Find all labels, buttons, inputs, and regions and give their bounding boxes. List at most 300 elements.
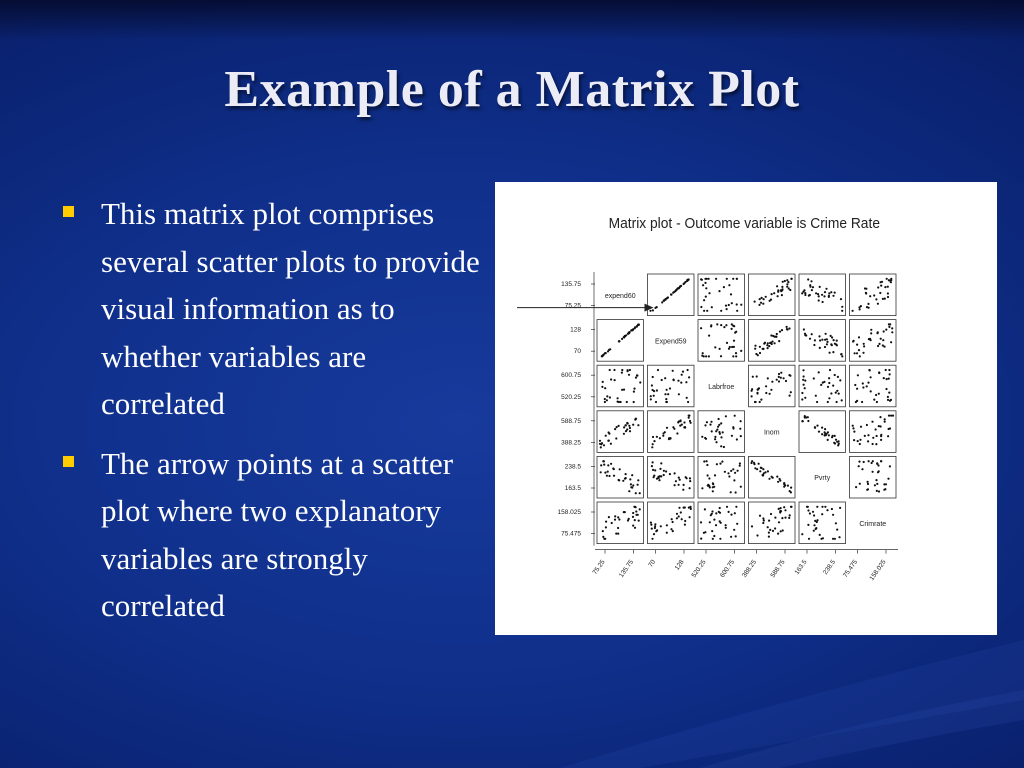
scatter-point [884,286,886,288]
scatter-point [858,306,860,308]
scatter-point [689,487,691,489]
scatter-point [807,278,809,280]
scatter-point [604,398,606,400]
scatter-point [781,286,783,288]
scatter-point [871,462,873,464]
scatter-point [855,486,857,488]
scatter-point [615,437,617,439]
scatter-point [719,538,721,540]
scatter-point [875,428,877,430]
scatter-point [607,471,609,473]
scatter-point [890,341,892,343]
scatter-point [836,390,838,392]
scatter-point [886,278,888,280]
scatter-point [618,425,620,427]
scatter-point [677,380,679,382]
scatter-point [731,435,733,437]
scatter-point [735,535,737,537]
scatter-point [836,344,838,346]
scatter-point [633,401,635,403]
scatter-point [719,433,721,435]
scatter-point [816,519,818,521]
y-tick-label: 388.25 [561,439,581,447]
scatter-point [789,514,791,516]
scatter-point [651,465,653,467]
scatter-point [708,278,710,280]
scatter-point [612,467,614,469]
scatter-point [675,289,677,291]
scatter-point [605,521,607,523]
scatter-point [768,520,770,522]
scatter-point [750,462,752,464]
scatter-point [823,295,825,297]
scatter-point [834,374,836,376]
scatter-point [613,369,615,371]
scatter-point [635,418,637,420]
scatter-point [801,533,803,535]
scatter-point [652,469,654,471]
scatter-point [867,440,869,442]
scatter-point [734,332,736,334]
scatter-point [781,294,783,296]
scatter-point [781,329,783,331]
scatter-point [880,439,882,441]
scatter-point [825,288,827,290]
scatter-point [834,435,836,437]
scatter-point [735,506,737,508]
scatter-point [756,375,758,377]
scatter-point [780,377,782,379]
scatter-point [718,290,720,292]
scatter-point [824,506,826,508]
scatter-point [730,470,732,472]
scatter-point [705,296,707,298]
scatter-point [600,471,602,473]
scatter-point [719,348,721,350]
scatter-point [672,370,674,372]
scatter-point [710,324,712,326]
scatter-point [882,298,884,300]
scatter-point [835,522,837,524]
x-tick-label: 600.75 [718,558,737,580]
scatter-point [730,491,732,493]
scatter-point [666,532,668,534]
scatter-point [624,424,626,426]
scatter-point [700,538,702,540]
scatter-point [617,397,619,399]
scatter-point [625,477,627,479]
scatter-cell [597,365,644,407]
scatter-point [725,415,727,417]
scatter-point [633,391,635,393]
scatter-point [603,464,605,466]
scatter-point [819,286,821,288]
scatter-point [778,373,780,375]
scatter-point [828,434,830,436]
scatter-point [605,352,607,354]
scatter-point [635,492,637,494]
scatter-point [602,354,604,356]
scatter-point [626,422,628,424]
scatter-point [728,284,730,286]
scatter-point [788,517,790,519]
scatter-point [867,488,869,490]
scatter-point [852,427,854,429]
scatter-point [709,486,711,488]
scatter-point [720,355,722,357]
scatter-point [814,520,816,522]
diagonal-variable-label: Crimrate [859,520,887,528]
scatter-point [777,481,779,483]
scatter-point [781,517,783,519]
scatter-point [635,377,637,379]
scatter-point [654,523,656,525]
scatter-point [688,507,690,509]
scatter-point [819,347,821,349]
scatter-point [887,296,889,298]
scatter-point [704,508,706,510]
scatter-point [859,483,861,485]
bullet-item [60,190,492,428]
scatter-point [709,521,711,523]
scatter-point [623,389,625,391]
scatter-point [880,338,882,340]
scatter-point [674,472,676,474]
scatter-point [688,417,690,419]
diagonal-variable-label: Pvrty [814,475,831,483]
scatter-cell [850,456,897,498]
scatter-point [654,469,656,471]
scatter-point [621,389,623,391]
scatter-point [714,474,716,476]
scatter-point [633,388,635,390]
scatter-point [634,527,636,529]
scatter-point [819,339,821,341]
scatter-point [706,464,708,466]
y-tick-label: 520.25 [561,393,581,401]
scatter-point [862,382,864,384]
scatter-point [638,324,640,326]
scatter-point [891,327,893,329]
scatter-point [789,289,791,291]
scatter-point [639,508,641,510]
scatter-point [733,479,735,481]
scatter-point [820,384,822,386]
scatter-point [863,343,865,345]
scatter-point [838,536,840,538]
scatter-point [634,519,636,521]
scatter-point [667,393,669,395]
scatter-point [603,538,605,540]
scatter-point [635,506,637,508]
scatter-point [637,424,639,426]
scatter-point [731,302,733,304]
scatter-point [707,484,709,486]
scatter-point [629,427,631,429]
scatter-point [829,369,831,371]
scatter-point [841,355,843,357]
scatter-point [732,426,734,428]
scatter-point [836,340,838,342]
scatter-point [704,278,706,280]
scatter-point [855,401,857,403]
scatter-point [618,401,620,403]
scatter-point [628,332,630,334]
scatter-point [687,369,689,371]
scatter-point [608,433,610,435]
scatter-point [880,285,882,287]
scatter-point [856,352,858,354]
scatter-point [716,323,718,325]
scatter-point [883,377,885,379]
scatter-point [804,387,806,389]
scatter-point [721,461,723,463]
scatter-point [877,286,879,288]
scatter-point [685,476,687,478]
scatter-point [809,512,811,514]
slide-title: Example of a Matrix Plot [224,61,800,118]
scatter-point [861,468,863,470]
scatter-point [806,506,808,508]
scatter-point [865,292,867,294]
scatter-point [801,392,803,394]
scatter-point [872,443,874,445]
scatter-point [759,470,761,472]
scatter-point [728,475,730,477]
scatter-point [708,292,710,294]
x-tick-label: 128 [673,558,686,572]
scatter-cell [850,320,897,362]
scatter-point [650,522,652,524]
scatter-point [618,340,620,342]
scatter-point [803,384,805,386]
scatter-point [703,310,705,312]
scatter-point [782,529,784,531]
scatter-point [609,369,611,371]
scatter-point [827,439,829,441]
scatter-point [628,490,630,492]
scatter-point [630,483,632,485]
scatter-point [710,421,712,423]
scatter-point [733,346,735,348]
scatter-point [666,389,668,391]
scatter-point [599,440,601,442]
scatter-point [783,482,785,484]
scatter-point [762,474,764,476]
scatter-point [727,472,729,474]
scatter-point [882,344,884,346]
scatter-point [883,483,885,485]
scatter-point [678,507,680,509]
scatter-point [715,441,717,443]
scatter-point [790,391,792,393]
scatter-point [811,289,813,291]
scatter-point [614,379,616,381]
scatter-point [712,486,714,488]
scatter-point [624,511,626,513]
scatter-point [789,490,791,492]
scatter-point [703,532,705,534]
scatter-point [813,514,815,516]
scatter-point [629,369,631,371]
scatter-cell [799,365,846,407]
scatter-point [861,401,863,403]
scatter-point [803,289,805,291]
scatter-point [763,298,765,300]
scatter-point [808,295,810,297]
scatter-point [608,475,610,477]
scatter-point [859,439,861,441]
scatter-point [867,481,869,483]
scatter-point [879,292,881,294]
scatter-point [754,348,756,350]
scatter-point [780,372,782,374]
scatter-point [601,442,603,444]
scatter-point [600,446,602,448]
scatter-point [732,468,734,470]
scatter-point [662,432,664,434]
scatter-point [862,386,864,388]
scatter-point [867,434,869,436]
scatter-point [817,293,819,295]
scatter-point [709,424,711,426]
scatter-point [688,376,690,378]
scatter-point [623,426,625,428]
scatter-point [754,467,756,469]
scatter-point [815,292,817,294]
scatter-point [682,371,684,373]
scatter-point [767,526,769,528]
scatter-point [621,338,623,340]
scatter-point [762,348,764,350]
scatter-point [628,374,630,376]
scatter-point [626,428,628,430]
scatter-point [684,524,686,526]
scatter-point [784,517,786,519]
scatter-point [712,482,714,484]
scatter-point [675,480,677,482]
scatter-point [836,401,838,403]
scatter-point [609,396,611,398]
scatter-point [866,385,868,387]
scatter-point [828,382,830,384]
scatter-point [853,431,855,433]
scatter-point [772,477,774,479]
scatter-point [801,398,803,400]
scatter-point [778,521,780,523]
scatter-point [701,355,703,357]
scatter-point [683,484,685,486]
scatter-point [723,446,725,448]
scatter-point [664,377,666,379]
scatter-point [610,463,612,465]
scatter-point [684,427,686,429]
scatter-point [826,341,828,343]
scatter-point [832,385,834,387]
scatter-point [821,294,823,296]
scatter-point [824,291,826,293]
scatter-point [884,421,886,423]
scatter-point [875,298,877,300]
scatter-point [814,427,816,429]
scatter-point [725,305,727,307]
scatter-point [770,389,772,391]
scatter-point [606,395,608,397]
scatter-point [713,519,715,521]
scatter-point [813,344,815,346]
scatter-point [859,443,861,445]
scatter-point [681,374,683,376]
scatter-point [767,470,769,472]
scatter-point [701,436,703,438]
scatter-point [830,392,832,394]
scatter-point [807,524,809,526]
scatter-point [784,484,786,486]
scatter-point [889,465,891,467]
scatter-point [602,381,604,383]
bullet-item [60,440,492,630]
scatter-point [607,464,609,466]
scatter-point [876,332,878,334]
scatter-point [786,279,788,281]
scatter-point [809,338,811,340]
scatter-point [759,346,761,348]
scatter-point [864,287,866,289]
scatter-point [717,426,719,428]
scatter-point [730,293,732,295]
scatter-point [877,303,879,305]
scatter-point [713,535,715,537]
scatter-point [780,530,782,532]
scatter-point [776,379,778,381]
scatter-point [680,382,682,384]
y-tick-label: 70 [573,348,581,356]
scatter-point [659,468,661,470]
scatter-point [635,510,637,512]
scatter-point [680,511,682,513]
scatter-point [616,426,618,428]
scatter-point [759,352,761,354]
scatter-point [657,477,659,479]
scatter-point [756,392,758,394]
scatter-point [821,433,823,435]
scatter-point [832,435,834,437]
scatter-point [707,474,709,476]
x-tick-label: 163.5 [793,558,809,577]
scatter-point [762,303,764,305]
scatter-point [726,342,728,344]
scatter-point [884,298,886,300]
scatter-point [682,489,684,491]
scatter-point [735,352,737,354]
scatter-point [827,431,829,433]
scatter-point [824,428,826,430]
scatter-point [656,389,658,391]
scatter-point [725,527,727,529]
scatter-point [834,292,836,294]
scatter-point [814,339,816,341]
scatter-point [784,509,786,511]
scatter-point [720,422,722,424]
scatter-point [653,395,655,397]
scatter-point [830,291,832,293]
scatter-point [802,369,804,371]
scatter-point [870,390,872,392]
scatter-point [688,279,690,281]
scatter-point [735,491,737,493]
scatter-point [663,474,665,476]
scatter-point [856,344,858,346]
